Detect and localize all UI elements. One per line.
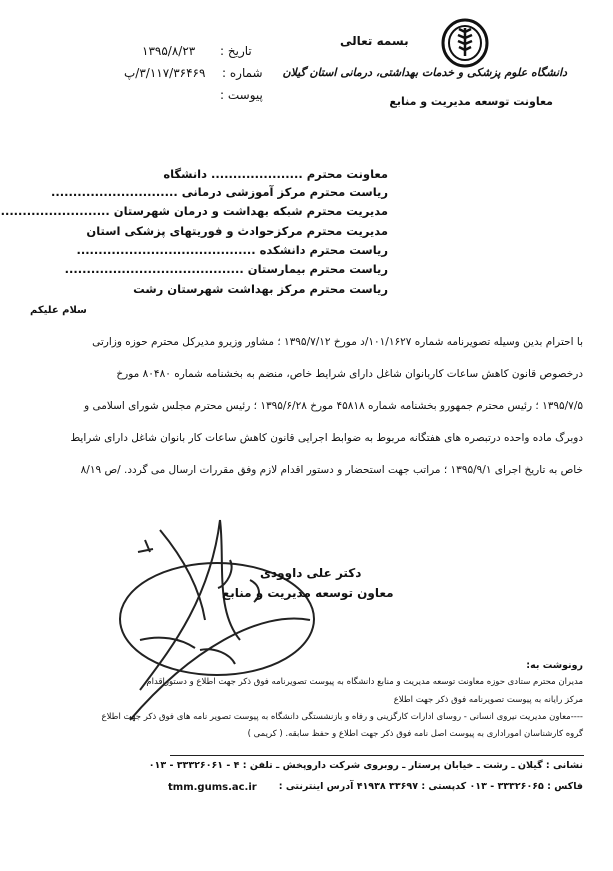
footer-divider	[170, 755, 584, 756]
university-name: دانشگاه علوم پزشکی و خدمات بهداشتی، درمانی استان گیلان	[282, 66, 567, 79]
signatory-title: معاون توسعه مدیریت و منابع	[222, 586, 394, 600]
recipient-line: ریاست محترم دانشکده .........................................	[76, 243, 388, 257]
body-line: ۱۳۹۵/۷/۵ ؛ رئیس محترم جمهورو بخشنامه شماره ۴۵۸۱۸ مورخ ۱۳۹۵/۶/۲۸ ؛ رئیس محترم مجلس شورای اسلامی و	[84, 400, 583, 412]
cc-label: رونوشت به:	[526, 660, 583, 671]
date-label: تاریخ :	[220, 44, 252, 58]
footer-address: نشانی : گیلان ـ رشت ـ خیابان پرستار ـ روبروی شرکت داروپخش ـ تلفن : ۴ - ۳۳۳۲۶۰۶۱ - ۰۱۳	[148, 760, 583, 771]
signatory-name: دکتر علی داوودی	[260, 566, 362, 580]
body-line: درخصوص قانون کاهش ساعات کاربانوان شاغل دارای شرایط خاص، منضم به بخشنامه شماره ۸۰۴۸۰ مورخ	[116, 368, 583, 380]
body-line: با احترام بدین وسیله تصویرنامه شماره ۱۰۱/۱۶۲۷/د مورخ ۱۳۹۵/۷/۱۲ ؛ مشاور وزیرو مدیرکل محترم حوزه وزارتی	[92, 336, 583, 348]
footer-website: tmm.gums.ac.ir	[168, 782, 257, 793]
cc-line: ----معاون مدیریت نیروی انسانی - روسای ادارات کارگزینی و رفاه و بازنشستگی دانشگاه به پیوست تصویر نامه های فوق ذکر جهت اطلاع	[101, 712, 583, 722]
attachment-label: پیوست :	[220, 88, 263, 102]
recipient-line: ریاست محترم بیمارستان .........................................	[64, 262, 388, 276]
cc-line: مدیران محترم ستادی حوزه معاونت توسعه مدیریت و منابع دانشگاه به پیوست تصویرنامه فوق ذکر جهت اطلاع و دستوراقدام	[146, 677, 583, 687]
recipient-line: ریاست محترم مرکز آموزشی درمانی .............................	[51, 185, 388, 199]
body-line: خاص به تاریخ اجرای ۱۳۹۵/۹/۱ ؛ مراتب جهت استحضار و دستور اقدام لازم وفق مقررات ارسال می گردد. /ص ۸/۱۹	[80, 464, 583, 476]
recipient-line: مدیریت محترم مرکزحوادث و فوریتهای پزشکی استان	[86, 224, 388, 238]
footer-fax: فاکس : ۳۳۳۲۶۰۶۵ - ۰۱۳ کدپستی : ۳۳۶۹۷ ۴۱۹۳۸ آدرس اینترنتی :	[278, 781, 583, 792]
recipient-line: معاونت محترم ..................... دانشگاه	[163, 167, 388, 181]
body-line: دوبرگ ماده واحده درتبصره های هفتگانه مربوط به ضوابط اجرایی قانون کاهش ساعات کار بانوان شاغل دارای شرایط	[70, 432, 583, 444]
date-value: ۱۳۹۵/۸/۲۳	[142, 44, 196, 58]
cc-line: گروه کارشناسان اموراداری به پیوست اصل نامه فوق ذکر جهت اطلاع و حفظ سابقه. ( کریمی )	[247, 729, 583, 739]
university-logo	[440, 18, 490, 68]
basmala: بسمه تعالی	[340, 34, 409, 48]
recipient-line: مدیریت محترم شبکه بهداشت و درمان شهرستان .........................	[0, 204, 388, 218]
recipient-line: ریاست محترم مرکز بهداشت شهرستان رشت	[133, 282, 388, 296]
cc-line: مرکز رایانه به پیوست تصویرنامه فوق ذکر جهت اطلاع	[393, 695, 583, 705]
greeting: سلام علیکم	[30, 305, 87, 316]
department-name: معاونت توسعه مدیریت و منابع	[389, 95, 553, 108]
number-value: ۳/۱۱۷/۳۶۴۶۹/پ	[124, 66, 206, 80]
number-label: شماره :	[222, 66, 263, 80]
